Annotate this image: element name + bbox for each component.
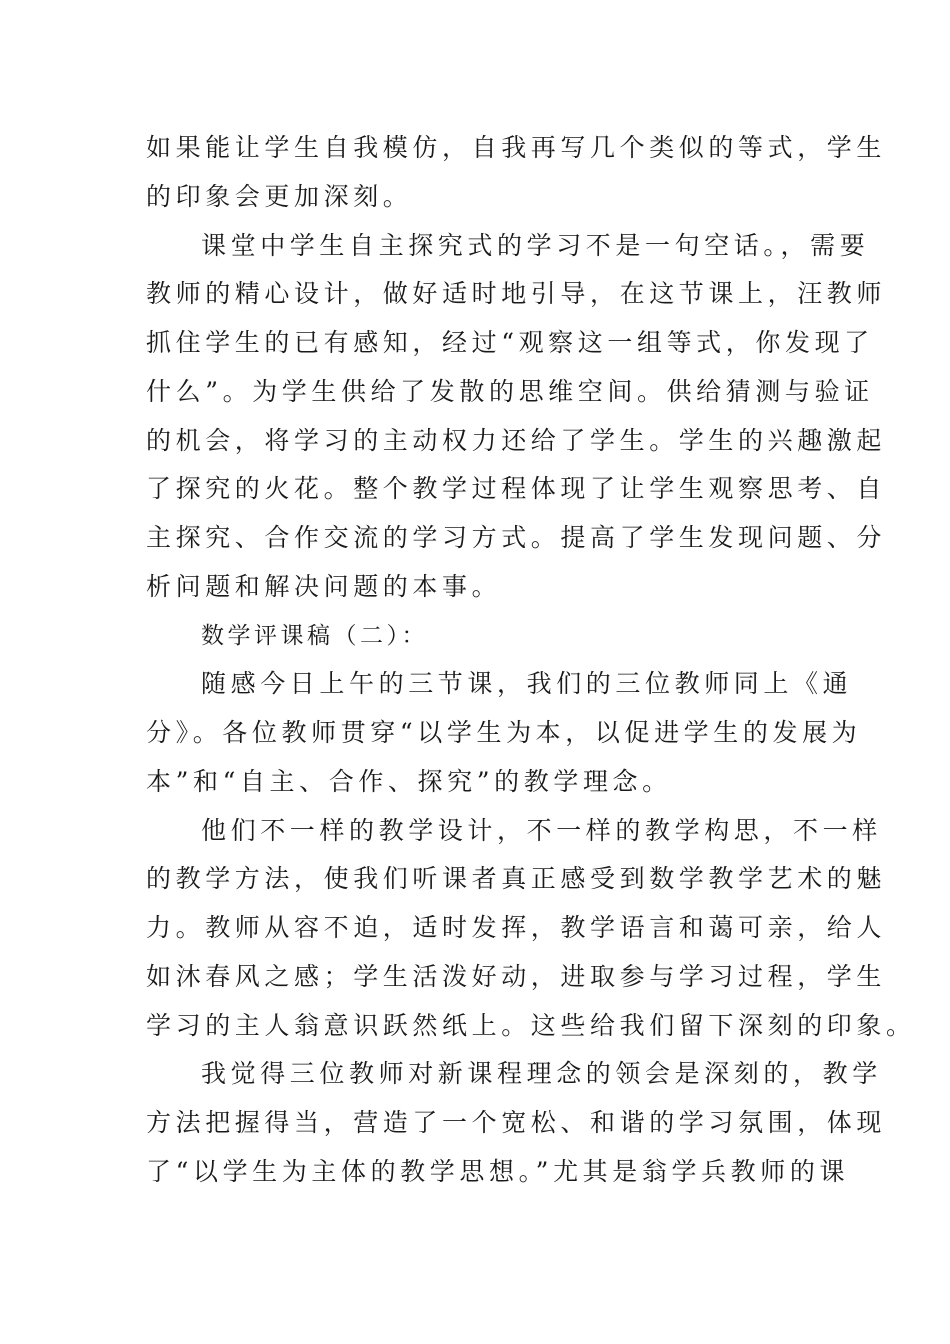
text-line: 什么”。为学生供给了发散的思维空间。供给猜测与验证 [146,376,874,406]
text-line: 分》。各位教师贯穿“以学生为本，以促进学生的发展为 [146,718,862,747]
paragraph-2 [146,222,887,612]
text-line: 的机会，将学习的主动权力还给了学生。学生的兴趣激起 [146,425,887,455]
text-line: 我觉得三位教师对新课程理念的领会是深刻的，教学 [201,1059,882,1089]
text-line: 的印象会更加深刻。 [146,181,413,211]
text-line: 析问题和解决问题的本事。 [146,571,502,601]
text-line: 力。教师从容不迫，适时发挥，教学语言和蔼可亲，给人 [146,913,887,942]
text-line: 如果能让学生自我模仿，自我再写几个类似的等式，学生 [146,133,887,162]
text-line: 方法把握得当，营造了一个宽松、和谐的学习氛围，体现 [146,1108,887,1137]
document-body [146,124,916,1197]
text-line: 课堂中学生自主探究式的学习不是一句空话。，需要 [201,230,870,260]
text-line: 如沐春风之感；学生活泼好动，进取参与学习过程，学生 [146,961,887,991]
paragraph-5 [146,1050,887,1196]
paragraph-1 [146,124,887,222]
text-line: 的教学方法，使我们听课者真正感受到数学教学艺术的魅 [146,864,887,894]
text-line: 学习的主人翁意识跃然纸上。这些给我们留下深刻的印象。 [146,1010,916,1040]
text-line: 了“以学生为主体的教学思想。”尤其是翁学兵教师的课 [146,1156,850,1186]
paragraph-3 [146,660,862,806]
text-line: 本”和“自主、合作、探究”的教学理念。 [146,766,672,796]
text-line: 抓住学生的已有感知，经过“观察这一组等式，你发现了 [146,328,874,357]
paragraph-4 [146,807,916,1051]
text-line: 随感今日上午的三节课，我们的三位教师同上《通 [201,669,853,699]
text-line: 他们不一样的教学设计，不一样的教学构思，不一样 [201,815,882,845]
text-line: 主探究、合作交流的学习方式。提高了学生发现问题、分 [146,523,887,552]
text-line: 教师的精心设计，做好适时地引导，在这节课上，汪教师 [146,279,887,309]
section-heading: 数学评课稿（二）： [201,622,428,649]
text-line: 了探究的火花。整个教学过程体现了让学生观察思考、自 [146,474,887,504]
